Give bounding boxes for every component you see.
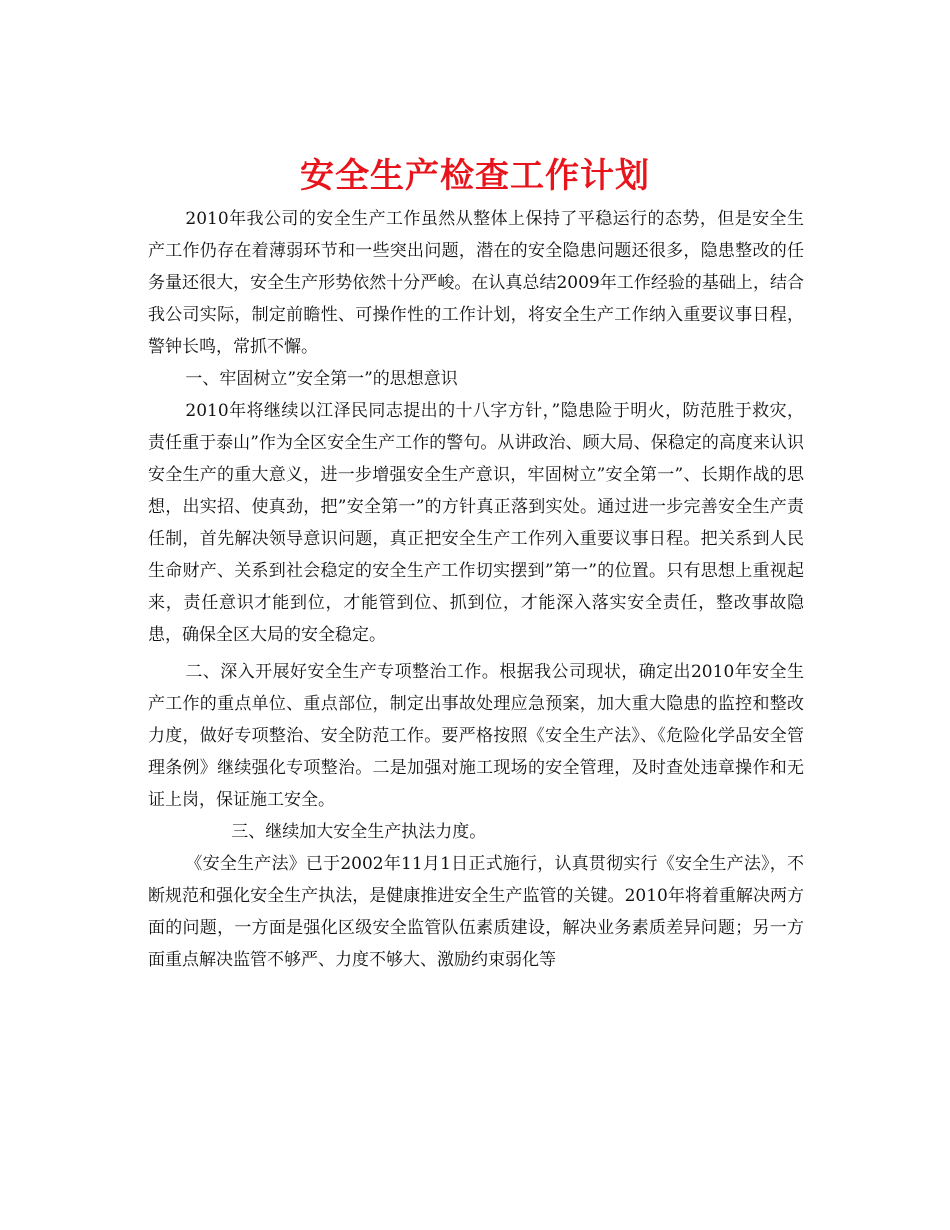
document-body [148,203,804,976]
paragraph-intro: 2010年我公司的安全生产工作虽然从整体上保持了平稳运行的态势，但是安全生产工作仍存在着薄弱环节和一些突出问题，潜在的安全隐患问题还很多，隐患整改的任务量还很大，安全生产形势依然十分严峻。在认真总结2009年工作经验的基础上，结合我公司实际，制定前瞻性、可操作性的工作计划，将安全生产工作纳入重要议事日程，警钟长鸣，常抓不懈。 [148,209,804,357]
section-heading-3: 三、继续加大安全生产执法力度。 [231,822,487,842]
section-heading-1: 一、牢固树立”安全第一”的思想意识 [185,369,458,389]
paragraph-section-1: 2010年将继续以江泽民同志提出的十八字方针，”隐患险于明火，防范胜于救灾，责任重于泰山”作为全区安全生产工作的警句。从讲政治、顾大局、保稳定的高度来认识安全生产的重大意义，进一步增强安全生产意识，牢固树立”安全第一”、长期作战的思想，出实招、使真劲，把”安全第一”的方针真正落到实处。通过进一步完善安全生产责任制，首先解决领导意识问题，真正把安全生产工作列入重要议事日程。把关系到人民生命财产、关系到社会稳定的安全生产工作切实摆到”第一”的位置。只有思想上重视起来，责任意识才能到位，才能管到位、抓到位，才能深入落实安全责任，整改事故隐患，确保全区大局的安全稳定。 [148,401,804,645]
paragraph-section-3: 《安全生产法》已于2002年11月1日正式施行，认真贯彻实行《安全生产法》，不断规范和强化安全生产执法，是健康推进安全生产监管的关键。2010年将着重解决两方面的问题，一方面是强化区级安全监管队伍素质建设，解决业务素质差异问题；另一方面重点解决监管不够严、力度不够大、激励约束弱化等 [148,854,804,970]
document-title: 安全生产检查工作计划 [300,155,650,196]
paragraph-section-2: 二、深入开展好安全生产专项整治工作。根据我公司现状，确定出2010年安全生产工作的重点单位、重点部位，制定出事故处理应急预案，加大重大隐患的监控和整改力度，做好专项整治、安全防范工作。要严格按照《安全生产法》、《危险化学品安全管理条例》继续强化专项整治。二是加强对施工现场的安全管理，及时查处违章操作和无证上岗，保证施工安全。 [148,662,804,810]
